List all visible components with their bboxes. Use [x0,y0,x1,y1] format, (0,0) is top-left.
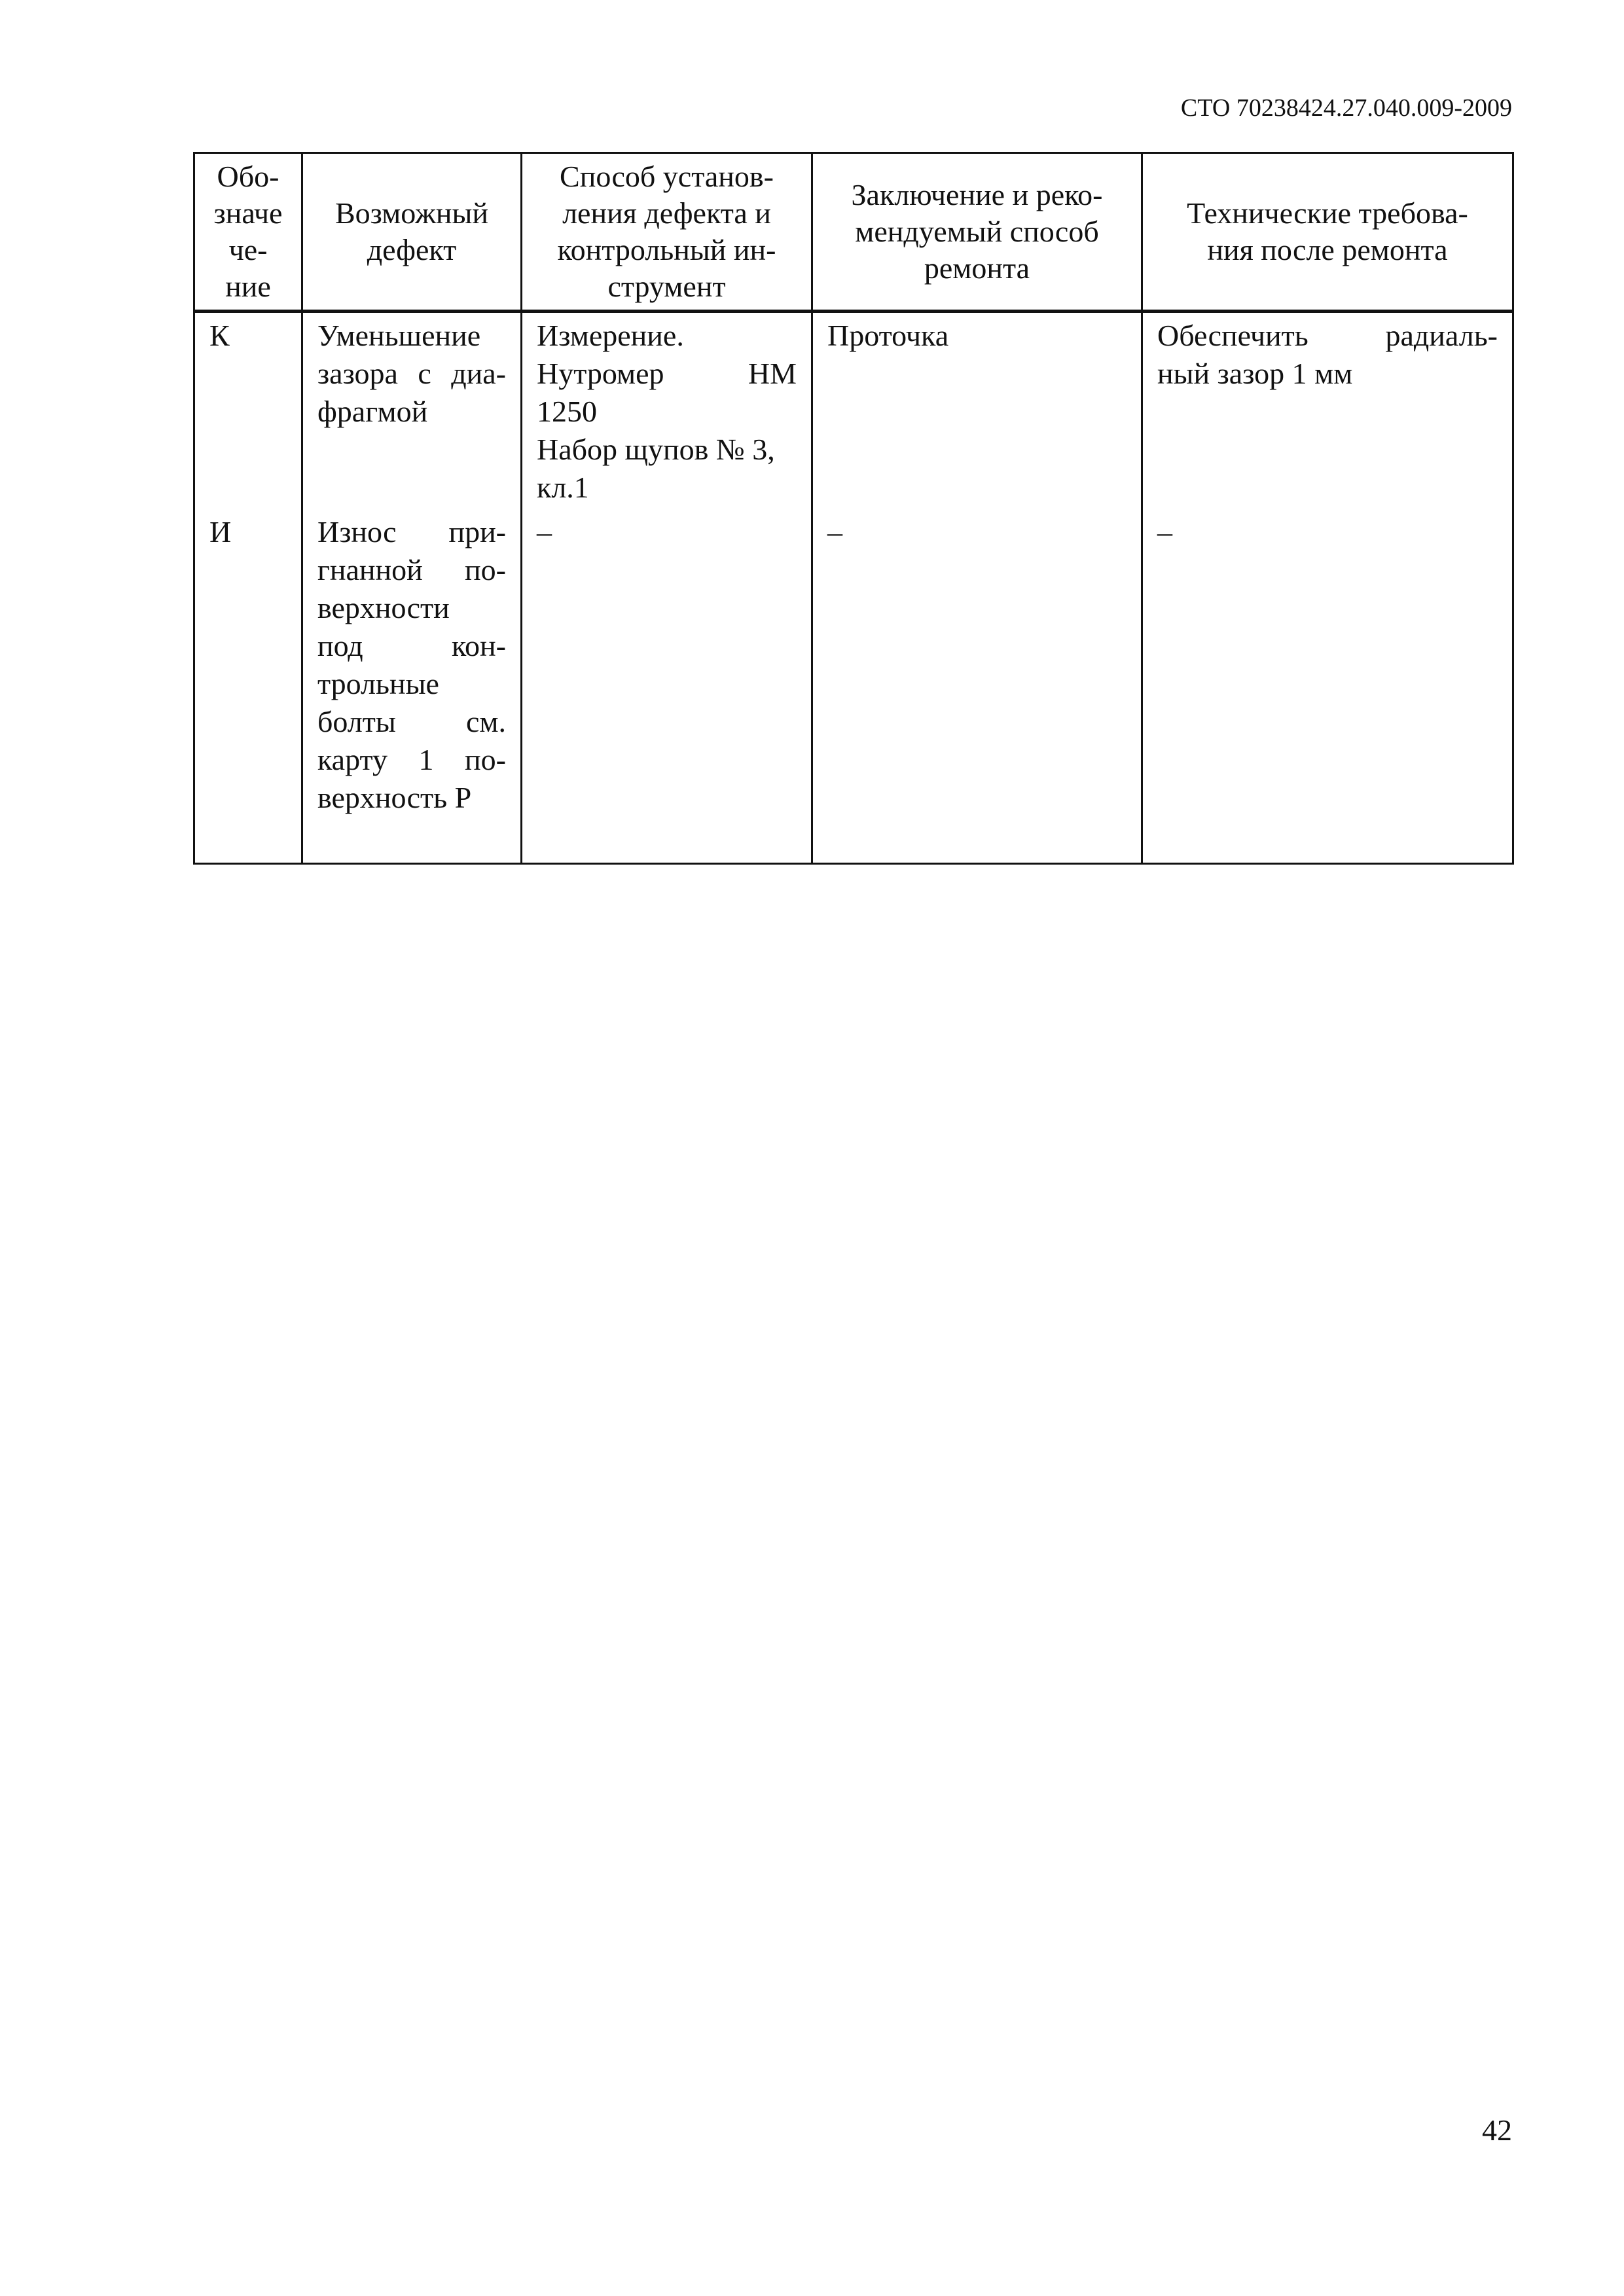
table-row [194,312,1513,512]
cell-text-line: Измерение. [537,319,684,352]
cell-designation [194,512,302,864]
document-code: СТО 70238424.27.040.009-2009 [1180,94,1512,122]
cell-text-line: – [537,515,552,548]
column-header-conclusion: Заключение и реко- мендуемый способ ремонта [812,153,1142,312]
cell-requirements [1142,312,1513,512]
cell-text-line: – [827,515,842,548]
column-header-requirements: Технические требова- ния после ремонта [1142,153,1513,312]
cell-text-line: Уменьшение [317,319,481,352]
cell-text-line: 1250 [537,395,597,428]
cell-method [522,512,812,864]
cell-text-line: Нутромер НМ [537,357,797,390]
cell-text-line: кл.1 [537,471,589,504]
cell-defect [302,312,522,512]
cell-text-line: гнанной по- [317,553,506,586]
column-header-designation: Обо- значе че- ние [194,153,302,312]
cell-designation [194,312,302,512]
cell-text-line: фрагмой [317,395,428,428]
cell-conclusion [812,512,1142,864]
cell-conclusion [812,312,1142,512]
cell-text-line: И [209,515,232,548]
cell-text-line: карту 1 по- [317,743,506,776]
cell-text-line: болты см. [317,705,506,738]
column-header-method: Способ установ- ления дефекта и контрольный ин- струмент [522,153,812,312]
cell-requirements [1142,512,1513,864]
cell-text-line: Набор щупов № 3, [537,433,775,466]
cell-defect [302,512,522,864]
cell-text-line: Износ при- [317,515,506,548]
table-header-row [194,153,1513,312]
cell-text-line: Обеспечить радиаль- [1157,319,1498,352]
cell-text-line: – [1157,515,1172,548]
defect-table [193,152,1514,865]
table-row [194,512,1513,864]
cell-text-line: Проточка [827,319,949,352]
cell-text-line: трольные [317,667,439,700]
cell-text-line: ный зазор 1 мм [1157,357,1353,390]
cell-text-line: К [209,319,230,352]
cell-text-line: зазора с диа- [317,357,506,390]
cell-text-line: под кон- [317,629,506,662]
cell-text-line: верхность Р [317,781,472,814]
page-number: 42 [1482,2113,1512,2147]
cell-text-line: верхности [317,591,450,624]
cell-method [522,312,812,512]
column-header-defect: Возможный дефект [302,153,522,312]
